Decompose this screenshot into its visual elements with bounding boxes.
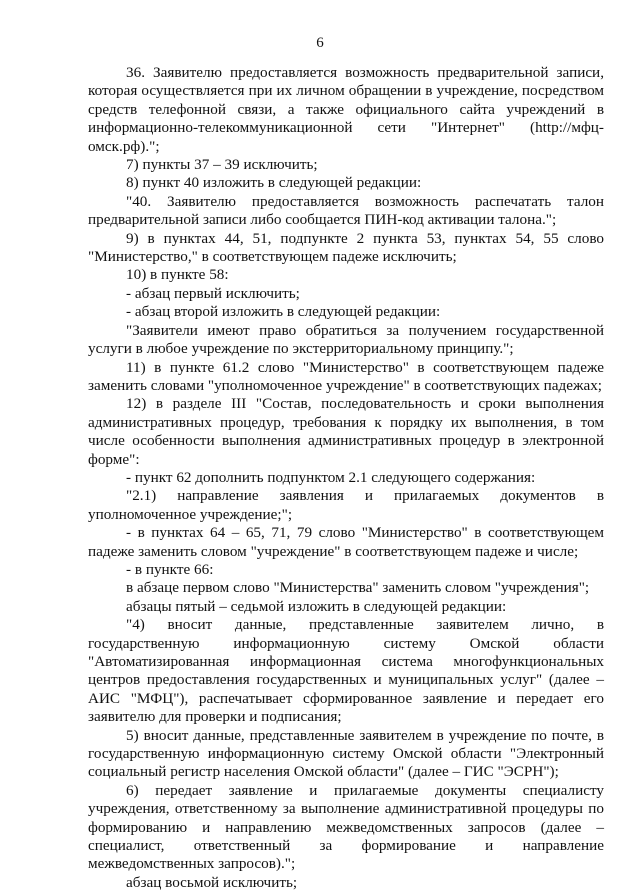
paragraph-amend-12: 12) в разделе III "Состав, последовательность и сроки выполнения административных процедур, требования к порядку их выполнения, в том числе особенности выполнения административных процедур в электронной форме":	[88, 395, 604, 468]
page-number: 6	[316, 35, 324, 51]
paragraph-first-abzac-replace: в абзаце первом слово "Министерства" заменить словом "учреждения";	[126, 579, 590, 597]
paragraph-amend-7: 7) пункты 37 – 39 исключить;	[126, 156, 318, 174]
paragraph-amend-9: 9) в пунктах 44, 51, подпункте 2 пункта 53, пунктах 54, 55 слово "Министерство," в соответствующем падеже исключить;	[88, 229, 604, 266]
paragraph-item-66: - в пункте 66:	[126, 560, 214, 578]
paragraph-amend-11: 11) в пункте 61.2 слово "Министерство" в соответствующем падеже заменить словами "уполномоченное учреждение" в соответствующих падежах;	[88, 358, 604, 394]
paragraph-dash-first-excluded: - абзац первый исключить;	[126, 284, 300, 302]
paragraph-items-64-79: - в пунктах 64 – 65, 71, 79 слово "Министерство" в соответствующем падеже заменить словом "учреждение" в соответствующем падеже и числе;	[88, 524, 604, 560]
paragraph-dash-second-redaction: - абзац второй изложить в следующей редакции:	[126, 303, 441, 321]
paragraph-item-40-text: "40. Заявителю предоставляется возможность распечатать талон предварительной записи либо сообщается ПИН-код активации талона.";	[88, 192, 604, 229]
paragraph-amend-8: 8) пункт 40 изложить в следующей редакции:	[126, 174, 422, 192]
paragraph-subitem-2-1: "2.1) направление заявления и прилагаемых документов в уполномоченное учреждение;";	[88, 487, 604, 523]
paragraph-item-62-addition: - пункт 62 дополнить подпунктом 2.1 следующего содержания:	[126, 468, 536, 486]
paragraph-applicants-right: "Заявители имеют право обратиться за получением государственной услуги в любое учреждение по экстерриториальному принципу.";	[88, 321, 604, 358]
document-body	[88, 64, 604, 892]
paragraph-subitem-5: 5) вносит данные, представленные заявителем в учреждение по почте, в государственную информационную систему Омской области "Электронный социальный регистр населения Омской области" (далее – ГИС "ЭСРН");	[88, 726, 604, 781]
paragraph-abzacs-5-7: абзацы пятый – седьмой изложить в следующей редакции:	[126, 597, 507, 615]
paragraph-item-36: 36. Заявителю предоставляется возможность предварительной записи, которая осуществляется при их личном обращении в учреждение, посредством средств телефонной связи, а также официального сайта учреждений в информационно-телекоммуникационной сети "Интернет" (http://мфц-омск.рф).";	[88, 64, 604, 155]
paragraph-abzac-8-excluded: абзац восьмой исключить;	[126, 873, 298, 891]
paragraph-subitem-4: "4) вносит данные, представленные заявителем лично, в государственную информационную систему Омской области "Автоматизированная информационная система многофункциональных центров предоставления государственных и муниципальных услуг" (далее – АИС "МФЦ"), распечатывает сформированное заявление и передает его заявителю для проверки и подписания;	[88, 616, 604, 726]
paragraph-amend-10: 10) в пункте 58:	[126, 266, 229, 284]
paragraph-subitem-6: 6) передает заявление и прилагаемые документы специалисту учреждения, ответственному за выполнение административной процедуры по формированию и направлению межведомственных запросов (далее – специалист, ответственный за формирование и направление межведомственных запросов).";	[88, 781, 604, 873]
